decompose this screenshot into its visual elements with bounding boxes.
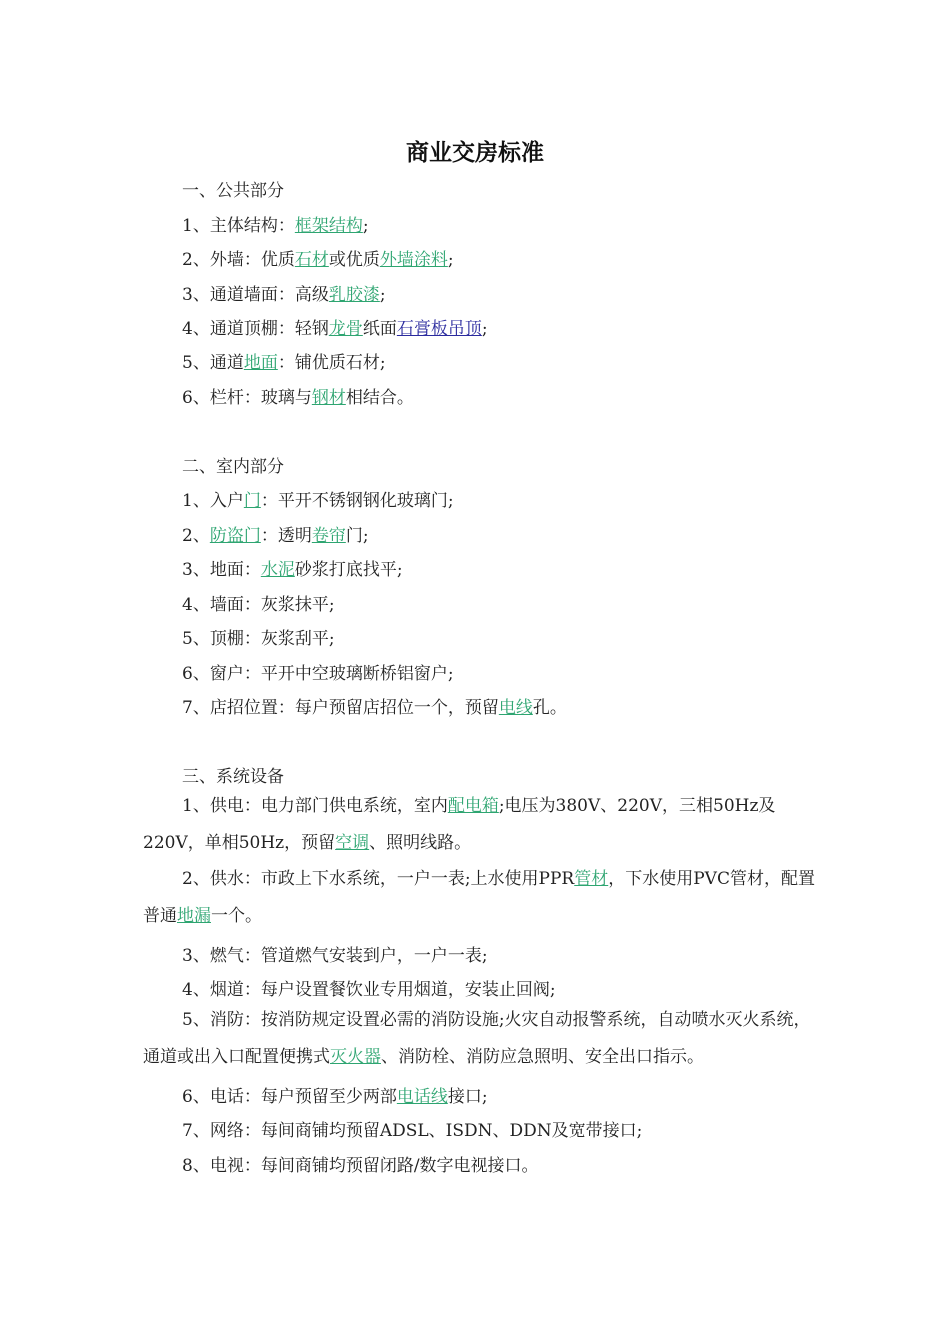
link-exterior-paint[interactable]: 外墙涂料 [379, 250, 448, 270]
list-item: 2、防盗门：透明卷帘门; [182, 526, 369, 546]
link-cement[interactable]: 水泥 [260, 560, 295, 580]
link-rolling-shutter[interactable]: 卷帘 [311, 526, 346, 546]
list-item: 6、窗户：平开中空玻璃断桥铝窗户; [182, 664, 454, 684]
link-steel[interactable]: 钢材 [311, 388, 346, 408]
section-heading-systems: 三、系统设备 [182, 767, 284, 787]
link-phone-line[interactable]: 电话线 [396, 1087, 448, 1107]
list-item: 4、通道顶棚：轻钢龙骨纸面石膏板吊顶; [182, 319, 488, 339]
list-item: 5、通道地面：铺优质石材; [182, 353, 386, 373]
list-item: 3、燃气：管道燃气安装到户，一户一表; [182, 946, 488, 966]
list-item: 7、店招位置：每户预留店招位一个，预留电线孔。 [182, 698, 567, 718]
paragraph-water: 2、供水：市政上下水系统，一户一表;上水使用PPR管材，下水使用PVC管材，配置普通地漏一个。 [143, 869, 815, 926]
list-item: 1、入户门：平开不锈钢钢化玻璃门; [182, 491, 454, 511]
paragraph-fire: 5、消防：按消防规定设置必需的消防设施;火灾自动报警系统，自动喷水灭火系统，通道或出入口配置便携式灭火器、消防栓、消防应急照明、安全出口指示。 [143, 1010, 811, 1067]
link-security-door[interactable]: 防盗门 [209, 526, 261, 546]
section-heading-public: 一、公共部分 [182, 181, 284, 201]
list-item: 3、地面：水泥砂浆打底找平; [182, 560, 403, 580]
link-distribution-box[interactable]: 配电箱 [447, 796, 499, 816]
link-stone[interactable]: 石材 [294, 250, 329, 270]
link-floor[interactable]: 地面 [243, 353, 278, 373]
list-item: 5、顶棚：灰浆刮平; [182, 629, 335, 649]
list-item: 3、通道墙面：高级乳胶漆; [182, 285, 386, 305]
list-item: 7、网络：每间商铺均预留ADSL、ISDN、DDN及宽带接口; [182, 1121, 643, 1141]
list-item: 6、电话：每户预留至少两部电话线接口; [182, 1087, 488, 1107]
link-keel[interactable]: 龙骨 [328, 319, 363, 339]
section-heading-interior: 二、室内部分 [182, 457, 284, 477]
list-item: 2、外墙：优质石材或优质外墙涂料; [182, 250, 454, 270]
link-fire-extinguisher[interactable]: 灭火器 [330, 1047, 381, 1067]
link-wire[interactable]: 电线 [498, 698, 533, 718]
list-item: 8、电视：每间商铺均预留闭路/数字电视接口。 [182, 1156, 539, 1176]
list-item: 1、主体结构：框架结构; [182, 216, 369, 236]
paragraph-power: 1、供电：电力部门供电系统，室内配电箱;电压为380V、220V，三相50Hz及220V，单相50Hz，预留空调、照明线路。 [143, 796, 776, 853]
document-title: 商业交房标准 [406, 140, 544, 166]
list-item: 6、栏杆：玻璃与钢材相结合。 [182, 388, 414, 408]
link-air-conditioner[interactable]: 空调 [335, 833, 370, 853]
link-frame-structure[interactable]: 框架结构 [294, 216, 363, 236]
link-floor-drain[interactable]: 地漏 [177, 906, 211, 926]
link-latex-paint[interactable]: 乳胶漆 [328, 285, 380, 305]
link-gypsum-ceiling[interactable]: 石膏板吊顶 [396, 319, 482, 339]
list-item: 4、墙面：灰浆抹平; [182, 595, 335, 615]
link-pipe[interactable]: 管材 [574, 869, 609, 889]
list-item: 4、烟道：每户设置餐饮业专用烟道，安装止回阀; [182, 980, 556, 1000]
link-door[interactable]: 门 [243, 491, 261, 511]
